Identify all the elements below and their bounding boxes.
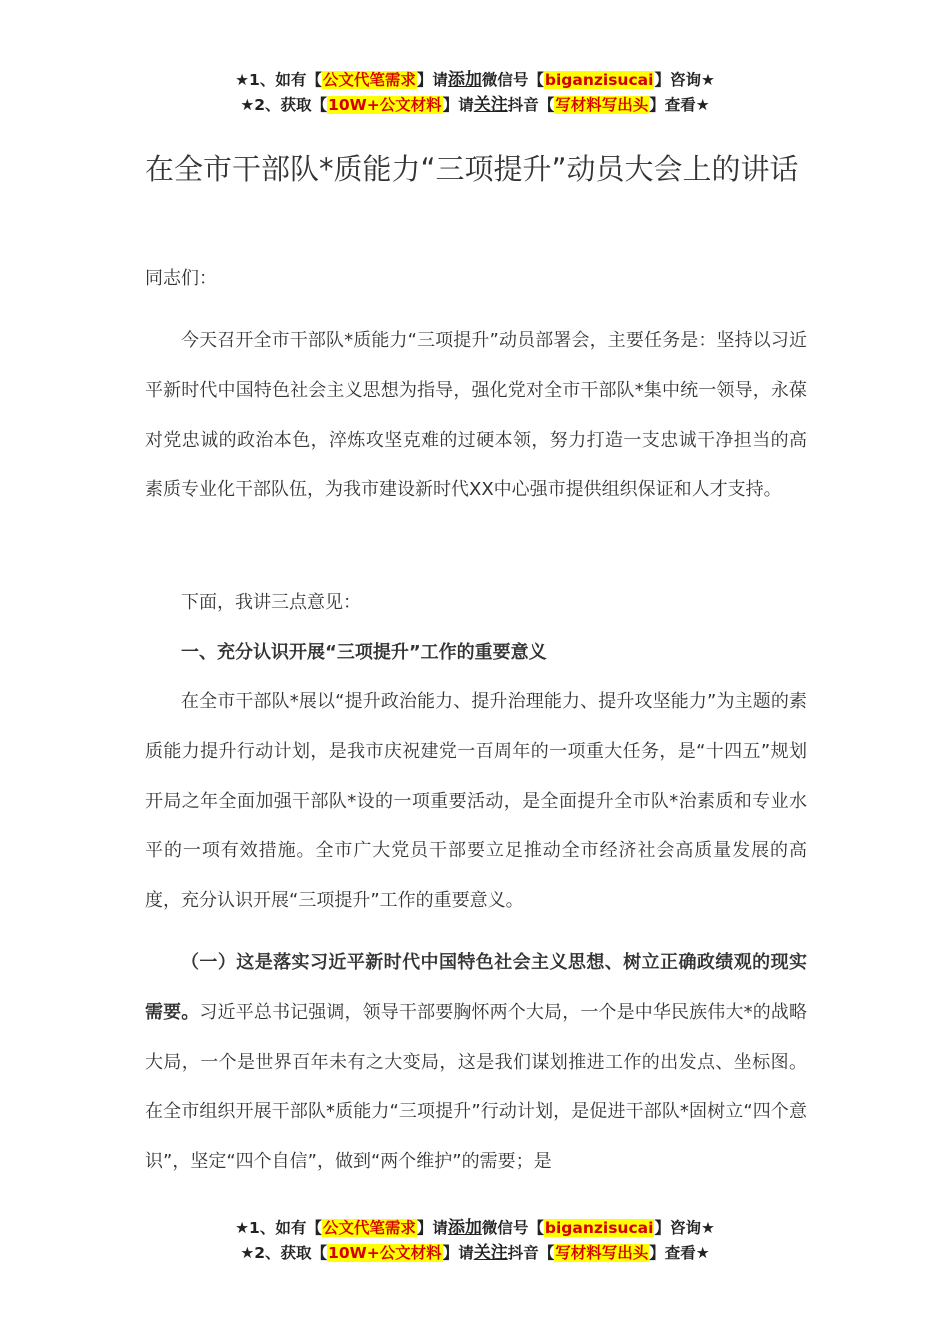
promo-text: 】查看★ <box>649 96 710 114</box>
promo-text: ★1、如有【 <box>235 1219 322 1237</box>
point-1-body: 习近平总书记强调，领导干部要胸怀两个大局，一个是中华民族伟大*的战略大局，一个是世界百年未有之大变局，这是我们谋划推进工作的出发点、坐标图。在全市组织开展干部队*质能力“三项提升”行动计划，是促进干部队*固树立“四个意识”，坚定“四个自信”，做到“两个维护”的需要；是 <box>145 1001 808 1173</box>
promo-text: 】请 <box>416 71 448 89</box>
promo-text: 抖音【 <box>507 96 555 114</box>
promo-underline: 添加 <box>447 1218 482 1238</box>
promo-text: 抖音【 <box>507 1244 555 1262</box>
section-heading-1: 一、充分认识开展“三项提升”工作的重要意义 <box>181 642 547 663</box>
promo-text: ★2、获取【 <box>240 96 328 114</box>
promo-line-1 <box>0 1216 950 1241</box>
promo-highlight: 10W+公文材料 <box>328 1244 442 1262</box>
promo-highlight: 公文代笔需求 <box>322 1219 416 1237</box>
document-title: 在全市干部队*质能力“三项提升”动员大会上的讲话 <box>145 152 799 186</box>
point-1-lead: （一）这是落实习近平新时代中国特色社会主义思想、树立正确政绩观的现实需要。 <box>145 952 807 1023</box>
promo-line-1 <box>0 68 950 93</box>
paragraph-significance: 在全市干部队*展以“提升政治能力、提升治理能力、提升攻坚能力”为主题的素质能力提升行动计划，是我市庆祝建党一百周年的一项重大任务，是“十四五”规划开局之年全面加强干部队*设的一项重要活动，是全面提升全市队*治素质和专业水平的一项有效措施。全市广大党员干部要立足推动全市经济社会高质量发展的高度，充分认识开展“三项提升”工作的重要意义。 <box>145 691 807 912</box>
promo-banner-bottom <box>0 1216 950 1266</box>
promo-text: 】请 <box>442 1244 474 1262</box>
promo-text: 微信号【 <box>481 1219 544 1237</box>
promo-underline: 关注 <box>473 1243 508 1263</box>
promo-text: 】咨询★ <box>654 71 715 89</box>
promo-wechat-id: biganzisucai <box>544 71 654 89</box>
promo-text: 微信号【 <box>481 71 544 89</box>
promo-text: 】请 <box>416 1219 448 1237</box>
promo-wechat-id: biganzisucai <box>544 1219 654 1237</box>
promo-text: 】请 <box>442 96 474 114</box>
promo-highlight: 10W+公文材料 <box>328 96 442 114</box>
promo-douyin-id: 写材料写出头 <box>555 1244 649 1262</box>
promo-line-2 <box>0 93 950 118</box>
promo-underline: 关注 <box>473 95 508 115</box>
promo-highlight: 公文代笔需求 <box>322 71 416 89</box>
salutation: 同志们： <box>145 268 217 289</box>
promo-text: 】咨询★ <box>654 1219 715 1237</box>
paragraph-outline: 下面，我讲三点意见： <box>181 592 361 613</box>
promo-underline: 添加 <box>447 70 482 90</box>
promo-text: ★2、获取【 <box>240 1244 328 1262</box>
promo-text: 】查看★ <box>649 1244 710 1262</box>
promo-banner-top <box>0 68 950 118</box>
promo-douyin-id: 写材料写出头 <box>555 96 649 114</box>
promo-text: ★1、如有【 <box>235 71 322 89</box>
promo-line-2 <box>0 1241 950 1266</box>
paragraph-point-1 <box>145 938 807 1187</box>
paragraph-intro: 今天召开全市干部队*质能力“三项提升”动员部署会，主要任务是：坚持以习近平新时代中国特色社会主义思想为指导，强化党对全市干部队*集中统一领导，永葆对党忠诚的政治本色，淬炼攻坚克难的过硬本领，努力打造一支忠诚干净担当的高素质专业化干部队伍，为我市建设新时代XX中心强市提供组织保证和人才支持。 <box>145 330 807 501</box>
